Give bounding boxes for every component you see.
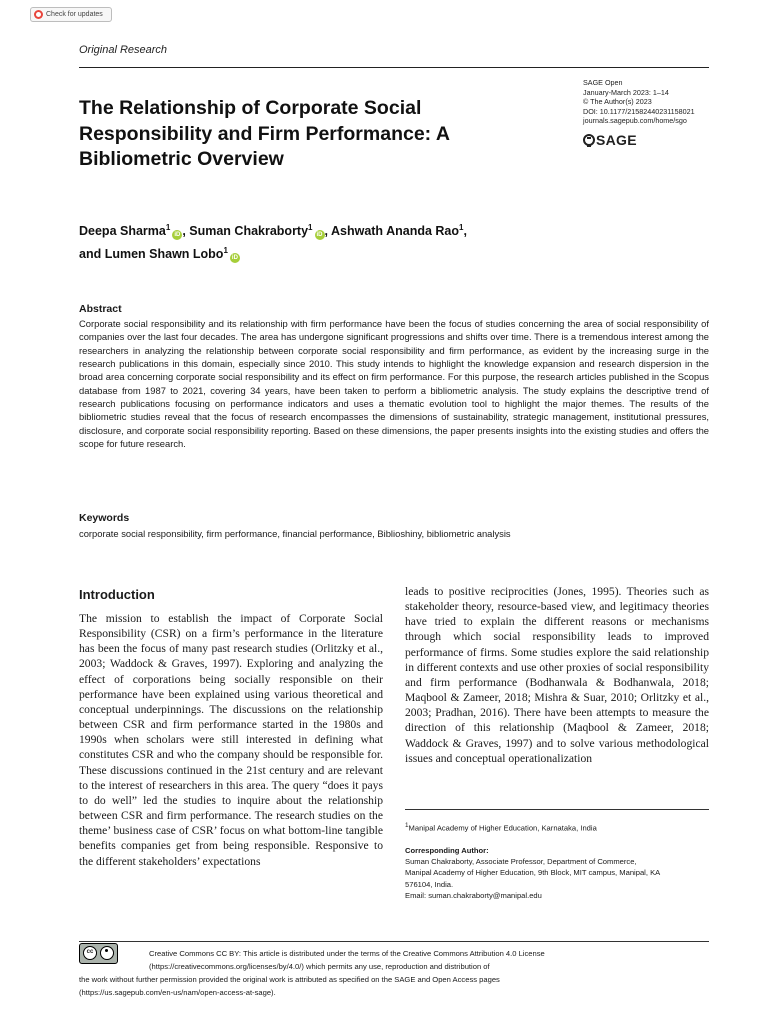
journal-issue: January-March 2023: 1–14 <box>583 87 669 97</box>
author-separator: , <box>182 224 190 239</box>
license-line: Creative Commons CC BY: This article is distributed under the terms of the Creative Commons Attribution 4.0 License <box>149 949 545 958</box>
sage-logo-text: SAGE <box>596 132 637 148</box>
introduction-column-left: The mission to establish the impact of Corporate Social Responsibility (CSR) on a firm’s performance in the literature has been the focus of many past research studies (Orlitzky et al., 2003; Waddock & Graves, 1997). Exploring and analyzing the effect of corporations being socially responsible on their performance have been explained using various theoretical and conceptual underpinnings. The discussions on the relationship between CSR and firm performance started in the 1980s and 1990s when scholars were still interested in defining what constitutes CSR and who the company should be responsible for. These discussions continued in the 21st century and are relevant to the interest of researchers in this area. The query “does it pays to do well” led the studies to inquire about the relationship between CSR and firm performance. The research studies on the theme’ business case of CSR’ focus on what bottom-line tangible benefits companies get from being responsible. Responsive to the different stakeholders’ expectations <box>79 612 383 868</box>
cc-icon: cc <box>83 946 97 960</box>
author-separator: , <box>463 224 467 239</box>
corresponding-author-email[interactable]: Email: suman.chakraborty@manipal.edu <box>405 891 542 901</box>
journal-name: SAGE Open <box>583 78 623 87</box>
journal-copyright: © The Author(s) 2023 <box>583 97 652 107</box>
journal-url[interactable]: journals.sagepub.com/home/sgo <box>583 116 687 126</box>
footnotes <box>405 820 709 901</box>
author-name[interactable]: and Lumen Shawn Lobo <box>79 247 224 262</box>
author-affiliation-mark: 1 <box>165 223 171 232</box>
keywords-text: corporate social responsibility, firm performance, financial performance, Biblioshiny, bibliometric analysis <box>79 528 511 539</box>
license-line: the work without further permission provided the original work is attributed as specified on the SAGE and Open Access pages <box>79 974 500 984</box>
author-affiliation-mark: 1 <box>459 223 464 232</box>
article-type: Original Research <box>79 44 168 56</box>
author-name[interactable]: Deepa Sharma <box>79 224 166 239</box>
journal-doi[interactable]: DOI: 10.1177/21582440231158021 <box>583 106 695 116</box>
orcid-icon[interactable]: iD <box>174 232 181 239</box>
journal-info <box>583 78 695 126</box>
corresponding-author-line: Suman Chakraborty, Associate Professor, Department of Commerce, <box>405 857 637 867</box>
affiliation-footnote <box>405 820 709 834</box>
author-separator: , <box>324 224 331 239</box>
affiliation-footnote-text: Manipal Academy of Higher Education, Karnataka, India <box>408 823 597 833</box>
update-icon <box>34 10 43 19</box>
license-line[interactable]: (https://creativecommons.org/licenses/by/4.0/) which permits any use, reproduction and distribution of <box>149 961 490 971</box>
abstract-heading: Abstract <box>79 303 122 315</box>
introduction-column-right: leads to positive reciprocities (Jones, 1995). Theories such as stakeholder theory, resource-based view, and legitimacy theories have tried to explain the different reasons or mechanisms through which social responsibility leads to improved performance of firms. Some studies explore the said relationship in different contexts and use other proxies of social responsibility and firm performance (Bodhanwala & Bodhanwala, 2018; Maqbool & Zameer, 2018; Mishra & Suar, 2010; Orlitzky et al., 2003; Pradhan, 2016). There have been attempts to measure the direction of this relationship (Maqbool & Zameer, 2018; Waddock & Graves, 1997) and to solve various methodological issues and conceptual operationalization <box>405 585 709 765</box>
check-for-updates-label: Check for updates <box>46 11 103 18</box>
author-affiliation-mark: 1 <box>223 246 228 256</box>
keywords-heading: Keywords <box>79 512 130 524</box>
abstract-text: Corporate social responsibility and its relationship with firm performance have been the focus of studies concerning the area of social responsibility of companies over the last four decades. The area has undergone significant progressions and shifts over time. There is a tremendous interest among the researchers in analyzing the relationship between corporate social responsibility and firm performance, as evident by the increasing surge in the research publications in this domain, especially since 2010. This study intends to highlight the knowledge expansion and research dispersion in the broad area concerning corporate social responsibility and its effect on firm performance. For this purpose, the research articles published in the Scopus database from 1987 to 2021, covering 34 years, have been taken to perform a bibliometric analysis. The study explains the descriptive trend of research publications focusing on performance indicators and uses a thematic evolution tool to highlight the major themes. The results of the bibliometric studies reveal that the focus of research encompasses the dimensions of sustainability, strategic management, institutional pressures, disclosure, and corporate social responsibility reporting. Based on these dimensions, the paper presents insights into the existing studies and offers the scope for future research. <box>79 318 709 450</box>
footnote-rule <box>405 809 709 810</box>
article-title: The Relationship of Corporate Social Responsibility and Firm Performance: A Bibliometric Overview <box>79 97 450 170</box>
sage-logo-icon <box>583 134 595 146</box>
author-list <box>79 218 579 264</box>
corresponding-author-line: 576104, India. <box>405 879 454 889</box>
license-rule <box>79 941 709 942</box>
license-line[interactable]: (https://us.sagepub.com/en-us/nam/open-access-at-sage). <box>79 987 276 997</box>
corresponding-author-line: Manipal Academy of Higher Education, 9th Block, MIT campus, Manipal, KA <box>405 868 661 878</box>
author-affiliation-mark: 1 <box>308 223 313 232</box>
corresponding-author-heading: Corresponding Author: <box>405 845 489 855</box>
orcid-icon[interactable]: iD <box>316 232 323 239</box>
header-rule <box>79 67 709 68</box>
author-name[interactable]: Ashwath Ananda Rao <box>330 224 460 239</box>
sage-logo <box>583 132 637 148</box>
author-name[interactable]: Suman Chakraborty <box>189 224 309 239</box>
orcid-icon[interactable]: iD <box>231 255 238 262</box>
check-for-updates-badge[interactable] <box>30 7 112 22</box>
introduction-heading: Introduction <box>79 587 155 602</box>
license-text <box>79 948 709 1000</box>
affiliation-footnote-mark: 1 <box>405 822 409 829</box>
